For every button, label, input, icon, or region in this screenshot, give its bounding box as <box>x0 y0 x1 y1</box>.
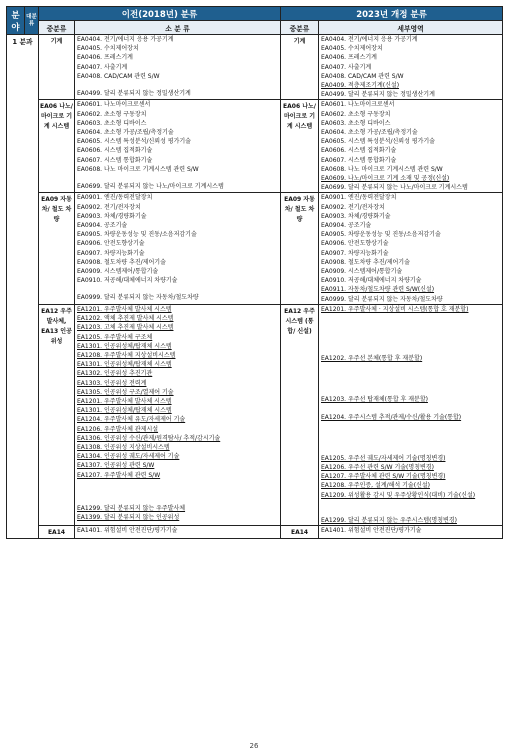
left-items-cell <box>75 35 281 100</box>
list-item: EA0604. 초소형 가공/조립/측정기술 <box>77 129 174 137</box>
list-item: EA1401. 위험설비 안전진단/평가기술 <box>321 526 422 534</box>
table-row <box>7 100 503 193</box>
list-item: EA0499. 달리 분류되지 않는 정밀생산기계 <box>321 91 435 99</box>
list-item: EA1399. 달리 분류되지 않는 인공위성 <box>77 513 180 521</box>
list-item: EA1308. 인공위성 지상설비시스템 <box>77 443 170 451</box>
table-body <box>7 35 503 539</box>
right-items-cell <box>319 35 503 100</box>
list-item: EA1201. 우주발사체 · 지상설비 시스템(통합 호 재분할) <box>321 305 469 313</box>
list-item: EA0999. 달리 분류되지 않는 자동차/철도차량 <box>77 294 199 302</box>
spacer <box>321 508 501 516</box>
list-item: EA1304. 인공위성 궤도/자세제어 기술 <box>77 453 180 461</box>
list-item: EA1401. 위험설비 안전진단/평가기술 <box>77 526 178 534</box>
spacer <box>321 500 501 508</box>
list-item: EA1205. 우주발사체 구조체 <box>77 333 153 341</box>
spacer <box>321 422 501 430</box>
list-item: EA0902. 전기/전자장치 <box>321 203 385 211</box>
list-item: EA1201. 우주발사체 발사체 시스템 <box>77 305 172 313</box>
list-item: EA0906. 안전도향상기술 <box>321 240 389 248</box>
list-item: EA1206. 우주발사체 관제시설 <box>77 425 159 433</box>
spacer <box>321 346 501 354</box>
spacer <box>321 438 501 446</box>
list-item: EA1299. 달리 분류되지 않는 우주시스템(명칭변경) <box>321 516 457 524</box>
spacer <box>321 387 501 395</box>
list-item: EA0605. 시스템 특성분석/신뢰성 평가기술 <box>77 138 191 146</box>
list-item: EA0408. CAD/CAM 관련 S/W <box>321 72 404 80</box>
list-item: EA0908. 철도차량 추진/제어기술 <box>77 258 166 266</box>
header-left-mid: 중분류 <box>39 21 75 35</box>
list-item: EA1208. 우주발사체 지상설비시스템 <box>77 351 176 359</box>
list-item: EA1299. 달리 분류되지 않는 우주발사체 <box>77 504 186 512</box>
spacer <box>77 285 279 293</box>
header-row-1 <box>7 7 503 21</box>
list-item: EA0909. 시스템제어/통합기술 <box>77 268 159 276</box>
list-item: EA0404. 전기/에너지 응용 가공기계 <box>321 36 418 43</box>
left-category-cell: EA09 자동차/ 철도 차량 <box>39 193 75 304</box>
spacer <box>321 446 501 454</box>
list-item: EA1209. 위성활용 감시 및 우주상황인식(대비) 기술(신설) <box>321 491 476 499</box>
header-right-title: 2023년 개정 분류 <box>281 7 503 21</box>
list-item: EA1202. 우주선 본체(통합 후 재분할) <box>321 355 423 363</box>
right-category-cell: EA06 나노/ 마이크로 기계 시스템 <box>281 100 319 193</box>
list-item: EA1303. 인공위성 전력계 <box>77 379 147 387</box>
spacer <box>77 174 279 182</box>
classification-page <box>6 6 502 539</box>
list-item: EA0909. 시스템제어/통합기술 <box>321 268 403 276</box>
header-right-small: 세부영역 <box>319 21 503 35</box>
left-category-cell: 기계 <box>39 35 75 100</box>
list-item: EA0902. 전기/전자장치 <box>77 203 141 211</box>
header-bunya: 분야 <box>7 7 25 35</box>
spacer <box>77 496 279 504</box>
right-items-cell <box>319 193 503 304</box>
list-item: EA0905. 차량운동성능 및 진동/소음저감기술 <box>321 231 441 239</box>
list-item: EA0604. 초소형 가공/조립/측정기술 <box>321 129 418 137</box>
list-item: EA0609. 나노/마이크로 기계 소재 및 공정(신설) <box>321 175 450 183</box>
table-row <box>7 193 503 304</box>
list-item: EA0907. 차량지능화기술 <box>321 249 389 257</box>
header-left-title: 이전(2018년) 분류 <box>39 7 281 21</box>
spacer <box>321 379 501 387</box>
list-item: EA1205. 우주선 궤도/자세제어 기술(명칭변경) <box>321 454 446 462</box>
list-item: EA0907. 차량지능화기술 <box>77 249 145 257</box>
list-item: EA1203. 고체 추진제 발사체 시스템 <box>77 324 174 332</box>
list-item: EA1204. 우주시스템 추적/관제/수신/활용 기술(통합) <box>321 413 462 421</box>
right-items-cell <box>319 304 503 525</box>
spacer <box>321 363 501 371</box>
spacer <box>321 430 501 438</box>
list-item: EA0404. 전기/에너지 응용 가공기계 <box>77 36 174 43</box>
list-item: EA0903. 차체/경량화기술 <box>77 212 147 220</box>
left-category-cell: EA06 나노/ 마이크로 기계 시스템 <box>39 100 75 193</box>
list-item: EA0406. 프레스기계 <box>77 54 133 62</box>
list-item: EA1202. 액체 추진제 발사체 시스템 <box>77 315 174 323</box>
right-category-cell: 기계 <box>281 35 319 100</box>
list-item: EA1302. 인공위성 추진기관 <box>77 370 153 378</box>
list-item: EA0699. 달리 분류되지 않는 나노/마이크로 기계시스템 <box>321 184 468 192</box>
list-item: EA1203. 우주선 탑재체(통합 후 재분할) <box>321 396 428 404</box>
left-items-cell <box>75 100 281 193</box>
list-item: EA0699. 달리 분류되지 않는 나노/마이크로 기계시스템 <box>77 183 224 191</box>
list-item: EA0603. 초소형 디바이스 <box>321 119 391 127</box>
list-item: EA0407. 사출기계 <box>77 63 128 71</box>
spacer <box>77 488 279 496</box>
header-left-small: 소 분 류 <box>75 21 281 35</box>
spacer <box>321 322 501 330</box>
list-item: EA0409. 적층제조기계(신설) <box>321 82 400 90</box>
list-item: EA0608. 나노 마이크로 기계시스템 관련 S/W <box>321 165 443 173</box>
left-items-cell <box>75 525 281 538</box>
list-item: EA0499. 달리 분류되지 않는 정밀생산기계 <box>77 90 191 98</box>
list-item: EA0901. 엔진/동력전달장치 <box>321 194 397 202</box>
list-item: EA0606. 시스템 집적화기술 <box>77 147 153 155</box>
table-row <box>7 35 503 100</box>
list-item: EA0903. 차체/경량화기술 <box>321 212 391 220</box>
list-item: EA1306. 인공위성 수신/관제/원격탐사/ 추적/감시기술 <box>77 434 221 442</box>
header-row-2 <box>7 21 503 35</box>
list-item: EA1207. 우주발사체 관련 S/W <box>77 471 161 479</box>
list-item: EA0999. 달리 분류되지 않는 자동차/철도차량 <box>321 295 443 303</box>
left-category-cell: EA14 <box>39 525 75 538</box>
table-row <box>7 304 503 525</box>
list-item: EA0408. CAD/CAM 관련 S/W <box>77 72 160 80</box>
right-category-cell: EA12 우주 시스템 (통합/ 신설) <box>281 304 319 525</box>
list-item: EA0906. 안전도향상기술 <box>77 240 145 248</box>
list-item: EA1204. 우주발사체 유도/자세제어 기술 <box>77 416 186 424</box>
list-item: EA0607. 시스템 통합화기술 <box>77 156 153 164</box>
spacer <box>321 371 501 379</box>
left-category-cell: EA12 우주 발사체, EA13 인공 위성 <box>39 304 75 525</box>
header-daebunryu: 대분류 <box>25 7 39 35</box>
list-item: EA0602. 초소형 구동장치 <box>77 110 147 118</box>
right-items-cell <box>319 100 503 193</box>
header-right-mid: 중분류 <box>281 21 319 35</box>
list-item: EA1201. 우주발사체 발사체 시스템 <box>77 397 172 405</box>
list-item: EA0605. 시스템 특성분석/신뢰성 평가기술 <box>321 138 435 146</box>
list-item: EA1301. 인공위성체/탑재체 시스템 <box>77 361 172 369</box>
left-items-cell <box>75 193 281 304</box>
list-item: EA0607. 시스템 통합화기술 <box>321 156 397 164</box>
spacer <box>77 480 279 488</box>
list-item: EA0602. 초소형 구동장치 <box>321 110 391 118</box>
list-item: EA0901. 엔진/동력전달장치 <box>77 194 153 202</box>
spacer <box>77 81 279 89</box>
spacer <box>321 330 501 338</box>
list-item: EA0911. 자동차/철도차량 관련 S/W(신설) <box>321 286 435 294</box>
right-category-cell: EA09 자동차/ 철도 차량 <box>281 193 319 304</box>
table-row <box>7 525 503 538</box>
left-items-cell <box>75 304 281 525</box>
list-item: EA0905. 차량운동성능 및 진동/소음저감기술 <box>77 231 197 239</box>
right-category-cell: EA14 <box>281 525 319 538</box>
list-item: EA0606. 시스템 집적화기술 <box>321 147 397 155</box>
list-item: EA0603. 초소형 디바이스 <box>77 119 147 127</box>
list-item: EA1206. 우주선 관련 S/W 기술(명칭변경) <box>321 463 434 471</box>
list-item: EA1301. 인공위성체/탑재체 시스템 <box>77 342 172 350</box>
list-item: EA0904. 공조기술 <box>77 222 128 230</box>
list-item: EA0910. 저공해/대체에너지 차량기술 <box>77 277 178 285</box>
list-item: EA0908. 철도차량 추진/제어기술 <box>321 258 410 266</box>
spacer <box>321 338 501 346</box>
list-item: EA1305. 인공위성 구조/열제어 기술 <box>77 388 174 396</box>
list-item: EA1301. 인공위성체/탑재체 시스템 <box>77 407 172 415</box>
list-item: EA0405. 수치제어장치 <box>321 45 383 53</box>
list-item: EA0910. 저공해/대체에너지 차량기술 <box>321 277 422 285</box>
list-item: EA1207. 우주발사체 관련 S/W 기술(명칭변경) <box>321 473 446 481</box>
list-item: EA1307. 인공위성 관련 S/W <box>77 462 155 470</box>
list-item: EA1208. 우주인증, 설계/해석 기술(신설) <box>321 482 430 490</box>
list-item: EA0608. 나노 마이크로 기계시스템 관련 S/W <box>77 165 199 173</box>
list-item: EA0405. 수치제어장치 <box>77 45 139 53</box>
list-item: EA0601. 나노마이크로센서 <box>321 101 395 109</box>
list-item: EA0406. 프레스기계 <box>321 54 377 62</box>
spacer <box>321 405 501 413</box>
list-item: EA0904. 공조기술 <box>321 222 372 230</box>
classification-table <box>6 6 503 539</box>
spacer <box>321 314 501 322</box>
bunya-cell: 1 분과 <box>7 35 39 539</box>
list-item: EA0407. 사출기계 <box>321 63 372 71</box>
list-item: EA0601. 나노마이크로센서 <box>77 101 151 109</box>
page-number: 26 <box>249 742 259 750</box>
right-items-cell <box>319 525 503 538</box>
